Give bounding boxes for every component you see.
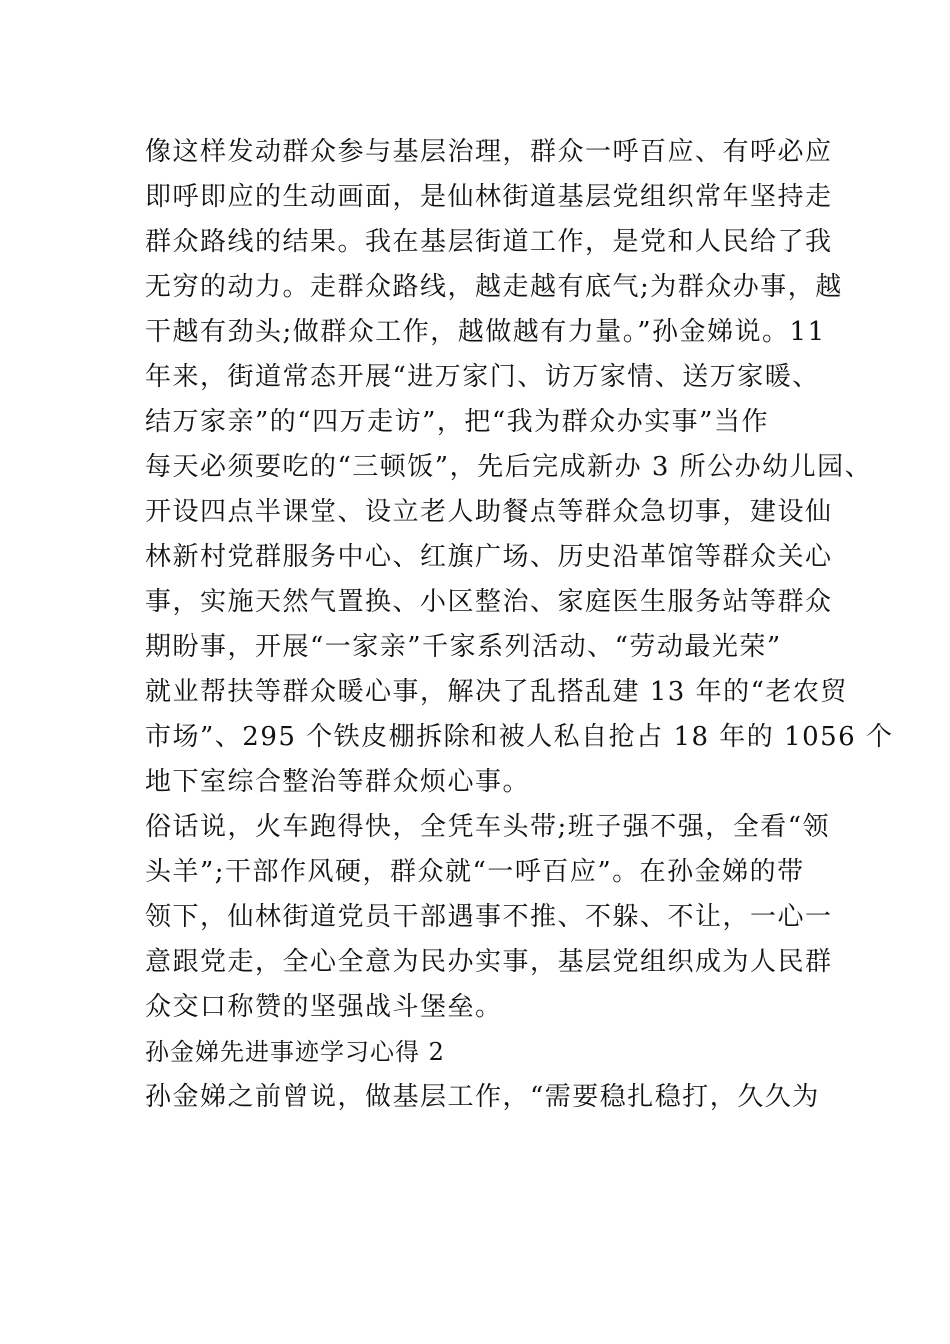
text-line: 年来，街道常态开展“进万家门、访万家情、送万家暖、: [145, 362, 820, 392]
text-line: 意跟党走，全心全意为民办实事，基层党组织成为人民群: [145, 947, 833, 977]
text-line: 群众路线的结果。我在基层街道工作，是党和人民给了我: [145, 227, 833, 257]
text-line: 事，实施天然气置换、小区整治、家庭医生服务站等群众: [145, 587, 833, 617]
paragraph-1: [145, 130, 894, 805]
heading-text: 孙金娣先进事迹学习心得 2: [145, 1038, 445, 1066]
text-line: 像这样发动群众参与基层治理，群众一呼百应、有呼必应: [145, 137, 833, 167]
section-heading: [145, 1030, 825, 1075]
paragraph-3: [145, 1075, 825, 1120]
text-line: 开设四点半课堂、设立老人助餐点等群众急切事，建设仙: [145, 497, 833, 527]
text-line: 头羊”;干部作风硬，群众就“一呼百应”。在孙金娣的带: [145, 857, 805, 887]
text-line: 俗话说，火车跑得快，全凭车头带;班子强不强，全看“领: [145, 812, 831, 842]
text-line: 即呼即应的生动画面，是仙林街道基层党组织常年坚持走: [145, 182, 833, 212]
text-line: 期盼事，开展“一家亲”千家系列活动、“劳动最光荣”: [145, 632, 782, 662]
text-line: 林新村党群服务中心、红旗广场、历史沿革馆等群众关心: [145, 542, 833, 572]
text-line: 领下，仙林街道党员干部遇事不推、不躲、不让，一心一: [145, 902, 833, 932]
text-line: 结万家亲”的“四万走访”，把“我为群众办实事”当作: [145, 407, 769, 437]
text-line: 众交口称赞的坚强战斗堡垒。: [145, 992, 503, 1022]
text-line: 干越有劲头;做群众工作，越做越有力量。”孙金娣说。11: [145, 317, 826, 347]
text-line: 地下室综合整治等群众烦心事。: [145, 767, 531, 797]
document-body: [145, 130, 894, 1120]
text-line: 市场”、295 个铁皮棚拆除和被人私自抢占 18 年的 1056 个: [145, 722, 894, 752]
text-line: 就业帮扶等群众暖心事，解决了乱搭乱建 13 年的“老农贸: [145, 677, 848, 707]
paragraph-2: [145, 805, 833, 1030]
text-line: 无穷的动力。走群众路线，越走越有底气;为群众办事，越: [145, 272, 843, 302]
text-line: 孙金娣之前曾说，做基层工作，“需要稳扎稳打，久久为: [145, 1082, 820, 1112]
text-line: 每天必须要吃的“三顿饭”，先后完成新办 3 所公办幼儿园、: [145, 452, 873, 482]
